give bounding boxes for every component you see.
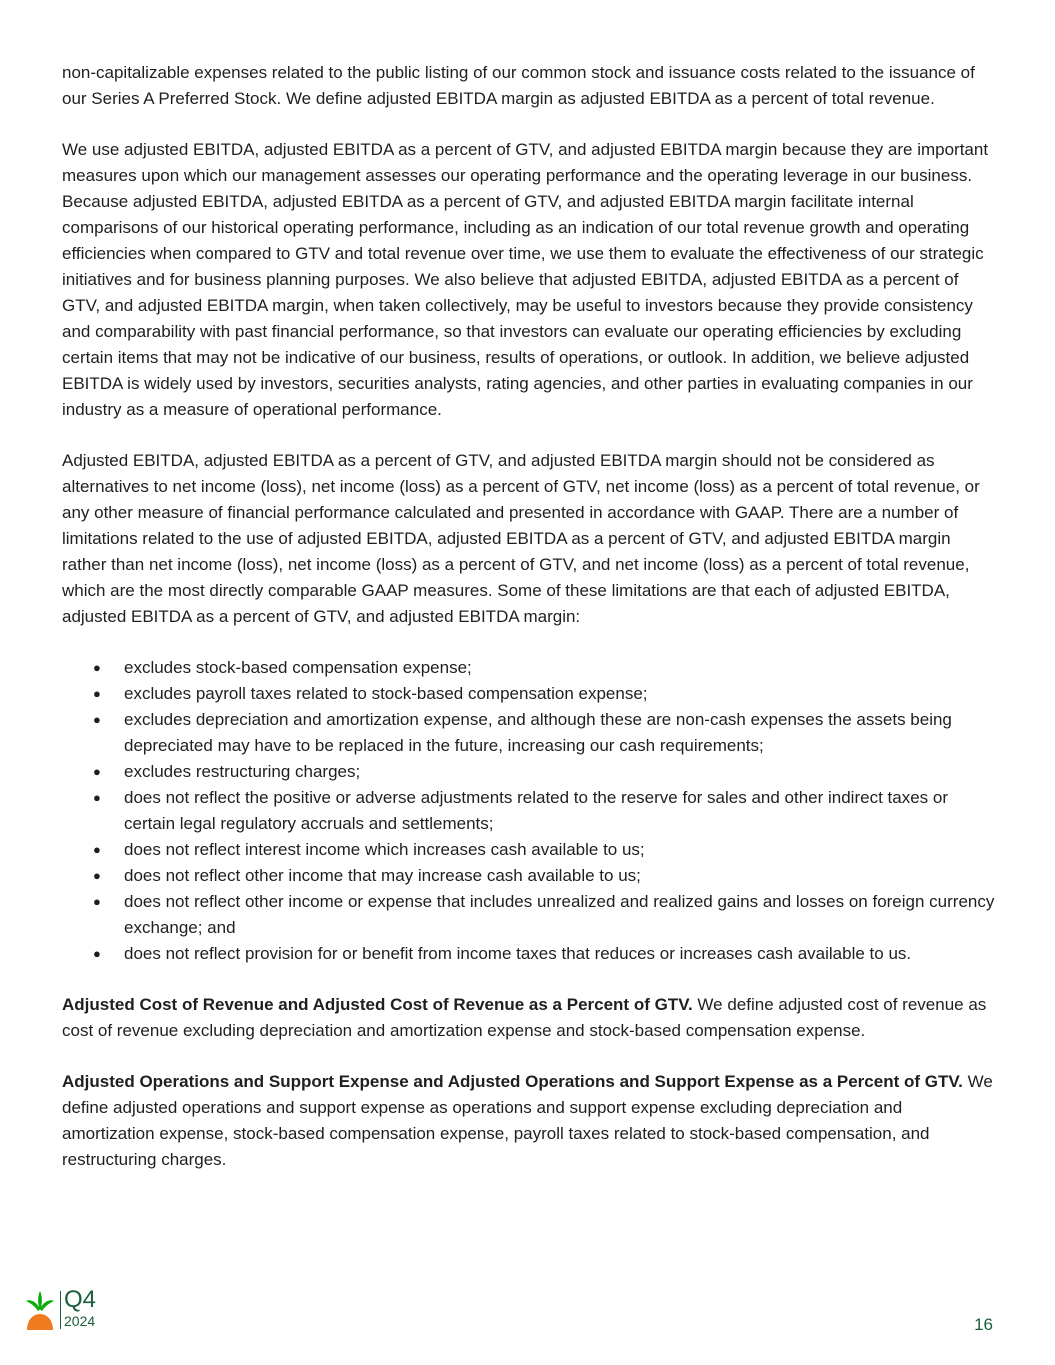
list-item: ● does not reflect the positive or adverse adjustments related to the reserve for sales and other indirect taxes or certain legal regulatory accruals and settlements; xyxy=(62,785,996,837)
logo-quarter: Q4 xyxy=(64,1286,97,1313)
list-item: ● excludes depreciation and amortization expense, and although these are non-cash expenses the assets being depreciated may have to be replaced in the future, increasing our cash requirements; xyxy=(62,707,996,759)
list-item: ● excludes stock-based compensation expense; xyxy=(62,655,996,681)
list-item: ● does not reflect other income that may increase cash available to us; xyxy=(62,863,996,889)
carrot-logo-icon xyxy=(24,1289,56,1331)
document-body xyxy=(62,60,996,1198)
list-item: ● does not reflect provision for or benefit from income taxes that reduces or increases cash available to us. xyxy=(62,941,996,967)
paragraph-limitations-intro: Adjusted EBITDA, adjusted EBITDA as a percent of GTV, and adjusted EBITDA margin should not be considered as alternatives to net income (loss), net income (loss) as a percent of GTV, net income (loss) as a percent of total revenue, or any other measure of financial performance calculated and presented in accordance with GAAP. There are a number of limitations related to the use of adjusted EBITDA, adjusted EBITDA as a percent of GTV, and adjusted EBITDA margin rather than net income (loss), net income (loss) as a percent of GTV, and net income (loss) as a percent of total revenue, which are the most directly comparable GAAP measures. Some of these limitations are that each of adjusted EBITDA, adjusted EBITDA as a percent of GTV, and adjusted EBITDA margin: xyxy=(62,451,980,626)
section-ops-support xyxy=(62,1069,996,1173)
paragraph-rationale: We use adjusted EBITDA, adjusted EBITDA as a percent of GTV, and adjusted EBITDA margin because they are important measures upon which our management assesses our operating performance and the operating leverage in our business. Because adjusted EBITDA, adjusted EBITDA as a percent of GTV, and adjusted EBITDA margin facilitate internal comparisons of our historical operating performance, including as an indication of our total revenue growth and operating efficiencies when compared to GTV and total revenue over time, we use them to evaluate the effectiveness of our strategic initiatives and for business planning purposes. We also believe that adjusted EBITDA, adjusted EBITDA as a percent of GTV, and adjusted EBITDA margin, when taken collectively, may be useful to investors because they provide consistency and comparability with past financial performance, so that investors can evaluate our operating efficiencies by excluding certain items that may not be indicative of our business, results of operations, or outlook. In addition, we believe adjusted EBITDA is widely used by investors, securities analysts, rating agencies, and other parties in evaluating companies in our industry as a measure of operational performance. xyxy=(62,140,989,419)
page-number: 16 xyxy=(974,1315,993,1334)
footer-logo xyxy=(24,1287,104,1335)
section-heading: Adjusted Cost of Revenue and Adjusted Cost of Revenue as a Percent of GTV. xyxy=(62,995,693,1014)
list-item: ● does not reflect interest income which increases cash available to us; xyxy=(62,837,996,863)
logo-divider xyxy=(60,1291,61,1329)
section-body: We define adjusted cost of revenue as cost of revenue excluding depreciation and amortization expense and stock-based compensation expense. xyxy=(62,995,987,1040)
list-item: ● excludes restructuring charges; xyxy=(62,759,996,785)
section-heading: Adjusted Operations and Support Expense and Adjusted Operations and Support Expense as a Percent of GTV. xyxy=(62,1072,963,1091)
list-item: ● does not reflect other income or expense that includes unrealized and realized gains and losses on foreign currency exchange; and xyxy=(62,889,996,941)
limitations-list xyxy=(62,655,996,967)
paragraph-intro: non-capitalizable expenses related to the public listing of our common stock and issuance costs related to the issuance of our Series A Preferred Stock. We define adjusted EBITDA margin as adjusted EBITDA as a percent of total revenue. xyxy=(62,63,975,108)
list-item: ● excludes payroll taxes related to stock-based compensation expense; xyxy=(62,681,996,707)
section-cost-of-revenue xyxy=(62,992,996,1044)
section-body: We define adjusted operations and support expense as operations and support expense excluding depreciation and amortization expense, stock-based compensation expense, payroll taxes related to stock-based compensation, and restructuring charges. xyxy=(62,1072,993,1169)
logo-year: 2024 xyxy=(64,1313,96,1329)
